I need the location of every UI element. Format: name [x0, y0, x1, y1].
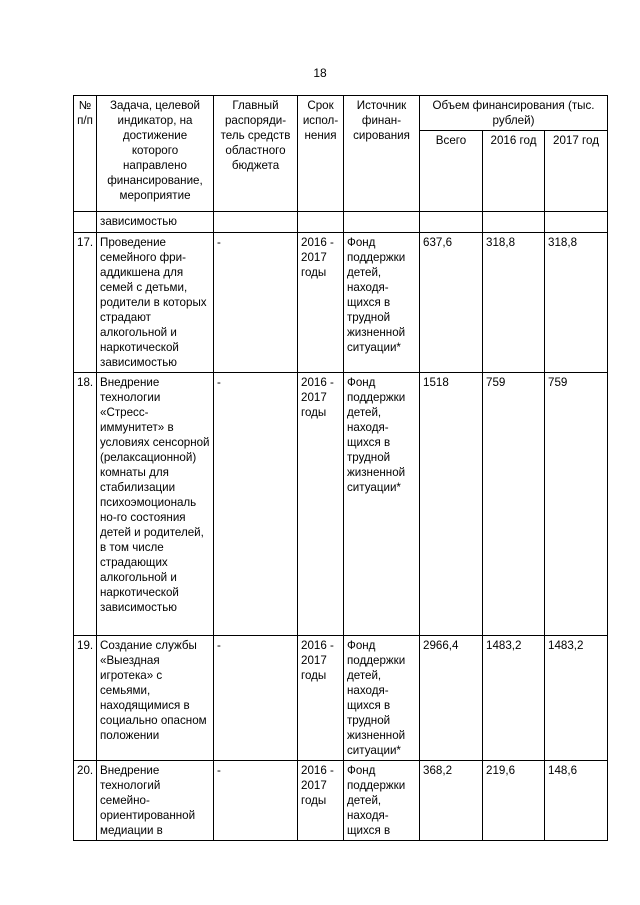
row-task: Проведение семейного фри-аддикшена для семей с детьми, родители в которых страдают алкогольной и наркотической зависимостью [97, 233, 214, 373]
row-manager: - [214, 636, 298, 761]
row-num: 20. [74, 761, 97, 841]
row-term: 2016 - 2017 годы [298, 373, 344, 636]
row-term: 2016 - 2017 годы [298, 233, 344, 373]
row-total: 2966,4 [420, 636, 483, 761]
row-source: Фонд поддержки детей, находя-щихся в [344, 761, 420, 841]
row-total: 637,6 [420, 233, 483, 373]
row-num: 19. [74, 636, 97, 761]
row-term: 2016 - 2017 годы [298, 761, 344, 841]
header-funding: Объем финансирования (тыс. рублей) [420, 96, 608, 131]
row-manager: - [214, 373, 298, 636]
table-row [74, 761, 608, 841]
cont-source [344, 212, 420, 233]
row-term: 2016 - 2017 годы [298, 636, 344, 761]
row-num: 18. [74, 373, 97, 636]
header-total: Всего [420, 131, 483, 212]
header-term: Срок испол-нения [298, 96, 344, 212]
cont-2016 [483, 212, 545, 233]
funding-table [73, 95, 608, 841]
row-num: 17. [74, 233, 97, 373]
cont-task: зависимостью [97, 212, 214, 233]
row-task: Создание службы «Выездная игротека» с семьями, находящимися в социально опасном положении [97, 636, 214, 761]
cont-term [298, 212, 344, 233]
row-2017: 759 [545, 373, 608, 636]
row-2017: 318,8 [545, 233, 608, 373]
header-source: Источник финан-сирования [344, 96, 420, 212]
row-2017: 1483,2 [545, 636, 608, 761]
row-2016: 759 [483, 373, 545, 636]
continuation-row [74, 212, 608, 233]
header-manager: Главный распоряди-тель средств областного бюджета [214, 96, 298, 212]
header-2016: 2016 год [483, 131, 545, 212]
cont-num [74, 212, 97, 233]
row-source: Фонд поддержки детей, находя-щихся в трудной жизненной ситуации* [344, 373, 420, 636]
row-total: 368,2 [420, 761, 483, 841]
table-row [74, 373, 608, 636]
row-total: 1518 [420, 373, 483, 636]
row-source: Фонд поддержки детей, находя-щихся в трудной жизненной ситуации* [344, 636, 420, 761]
row-2016: 219,6 [483, 761, 545, 841]
cont-2017 [545, 212, 608, 233]
cont-total [420, 212, 483, 233]
row-2016: 318,8 [483, 233, 545, 373]
page-number: 18 [313, 66, 327, 80]
row-source: Фонд поддержки детей, находя-щихся в трудной жизненной ситуации* [344, 233, 420, 373]
header-task: Задача, целевой индикатор, на достижение которого направлено финансирование, мероприятие [97, 96, 214, 212]
row-manager: - [214, 761, 298, 841]
row-task: Внедрение технологии «Стресс-иммунитет» в условиях сенсорной (релаксационной) комнаты для стабилизации психоэмоциональ но-го состояния детей и родителей, в том числе страдающих алкогольной и наркотической зависимостью [97, 373, 214, 636]
row-manager: - [214, 233, 298, 373]
header-2017: 2017 год [545, 131, 608, 212]
table-row [74, 233, 608, 373]
row-task: Внедрение технологий семейно-ориентированной медиации в [97, 761, 214, 841]
row-2017: 148,6 [545, 761, 608, 841]
row-2016: 1483,2 [483, 636, 545, 761]
header-num: № п/п [74, 96, 97, 212]
table-row [74, 636, 608, 761]
cont-manager [214, 212, 298, 233]
header-row [74, 96, 608, 131]
